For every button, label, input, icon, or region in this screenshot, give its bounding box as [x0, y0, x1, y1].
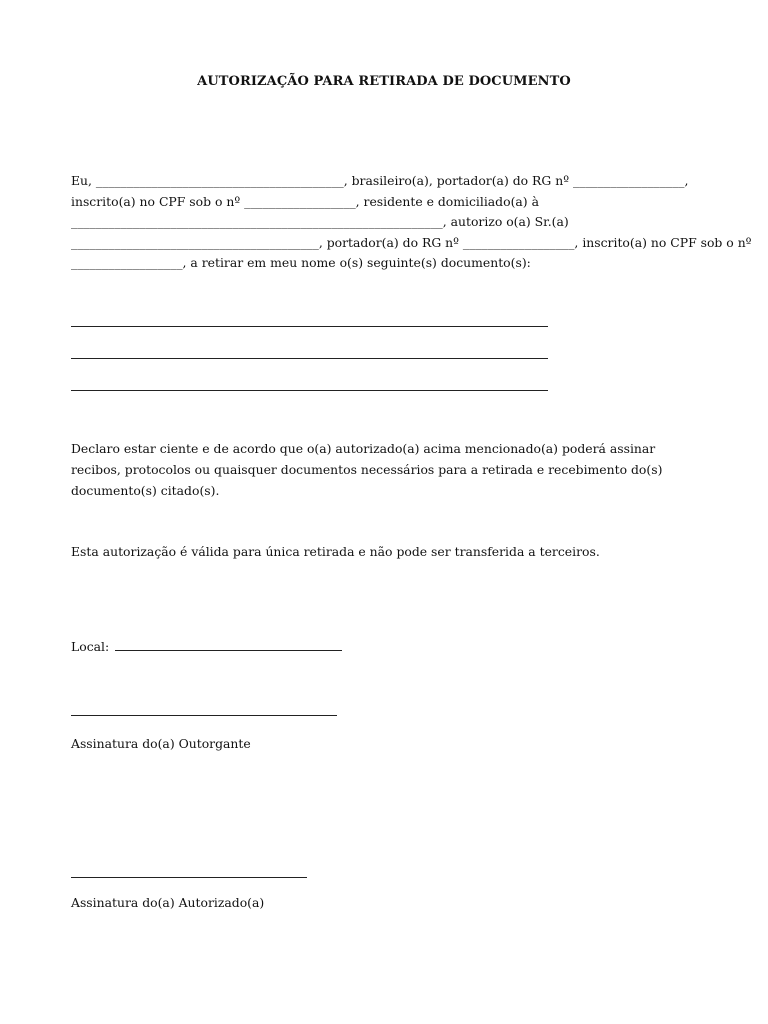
intro-line: ________________________________________, portador(a) do RG nº __________________, inscrito(a) no CPF sob o nº	[71, 234, 752, 250]
intro-line: Eu, ________________________________________, brasileiro(a), portador(a) do RG nº __________________,	[71, 173, 689, 188]
local-label: Local:	[71, 639, 110, 654]
signature-label-grantor: Assinatura do(a) Outorgante	[71, 736, 251, 751]
signature-label-authorized: Assinatura do(a) Autorizado(a)	[71, 895, 265, 910]
signature-line-authorized	[71, 877, 307, 878]
document-blank-line-3	[71, 390, 548, 391]
local-field	[71, 637, 342, 657]
local-blank-line	[115, 649, 342, 651]
declaration-paragraph: Declaro estar ciente e de acordo que o(a) autorizado(a) acima mencionado(a) poderá assinar recibos, protocolos ou quaisquer documentos necessários para a retirada e recebimento do(s) documento(s) citado(s).	[71, 441, 663, 498]
intro-line: inscrito(a) no CPF sob o nº __________________, residente e domiciliado(a) à	[71, 193, 539, 209]
document-blank-line-1	[71, 326, 548, 327]
signature-line-grantor	[71, 715, 337, 716]
intro-line: ____________________________________________________________, autorizo o(a) Sr.(a)	[71, 214, 569, 229]
authorization-intro	[71, 171, 752, 274]
validity-paragraph: Esta autorização é válida para única retirada e não pode ser transferida a terceiros.	[71, 544, 600, 559]
document-blank-line-2	[71, 358, 548, 359]
intro-line: __________________, a retirar em meu nome o(s) seguinte(s) documento(s):	[71, 255, 531, 270]
document-title: AUTORIZAÇÃO PARA RETIRADA DE DOCUMENTO	[197, 74, 571, 89]
